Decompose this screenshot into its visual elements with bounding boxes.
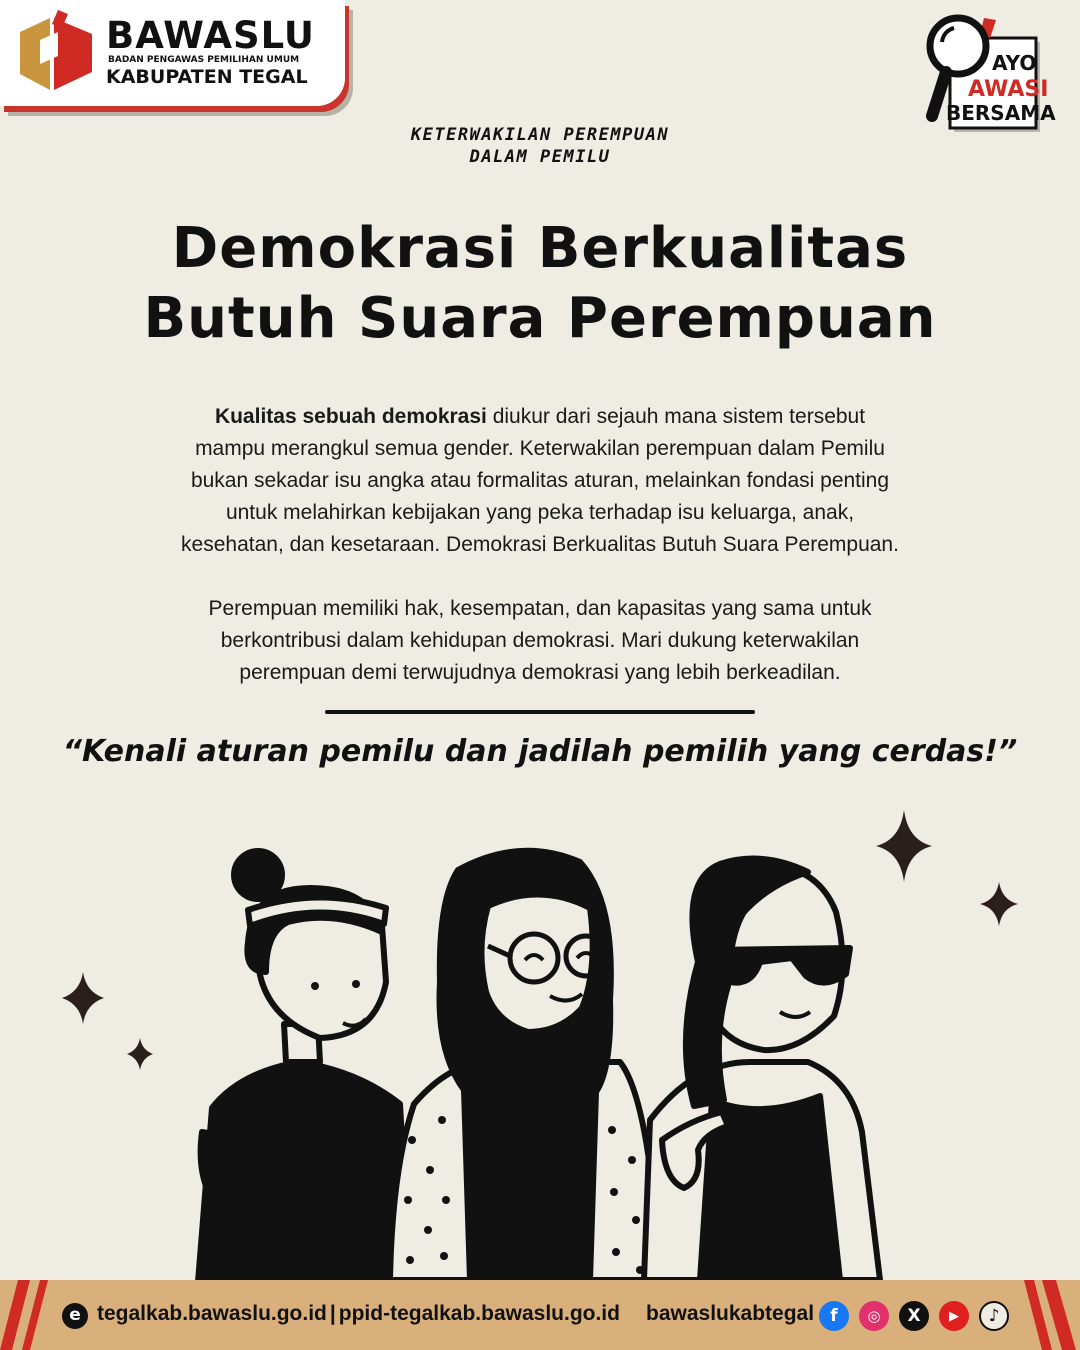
brand-name: BAWASLU <box>106 14 315 57</box>
instagram-icon[interactable]: ◎ <box>859 1301 889 1331</box>
woman-middle <box>390 851 660 1280</box>
kicker <box>0 124 1080 168</box>
brand-subtitle: BADAN PENGAWAS PEMILIHAN UMUM <box>108 55 300 65</box>
brand-region: KABUPATEN TEGAL <box>106 66 308 88</box>
three-women-illustration <box>0 800 1080 1280</box>
ppid-link[interactable]: ppid-tegalkab.bawaslu.go.id <box>338 1302 620 1325</box>
paragraph-text: untuk melahirkan kebijakan yang peka terhadap isu keluarga, anak, <box>225 501 855 524</box>
paragraph-text: kesehatan, dan kesetaraan. Demokrasi Berkualitas Butuh Suara Perempuan. <box>181 533 899 556</box>
sparkle-icon <box>980 882 1018 926</box>
stripe-right-icon <box>1020 1280 1080 1350</box>
badge-word-bersama: BERSAMA <box>946 101 1056 125</box>
x-icon[interactable]: X <box>899 1301 929 1331</box>
body-paragraph-2 <box>135 593 945 689</box>
paragraph-text: mampu merangkul semua gender. Keterwakilan perempuan dalam Pemilu <box>195 437 885 460</box>
paragraph-text: Perempuan memiliki hak, kesempatan, dan kapasitas yang sama untuk <box>208 597 872 620</box>
body-paragraph-1 <box>135 401 945 561</box>
magnifier-icon <box>924 12 1056 134</box>
link-separator: | <box>329 1302 336 1325</box>
tiktok-icon[interactable]: ♪ <box>979 1301 1009 1331</box>
paragraph-text: berkontribusi dalam kehidupan demokrasi. Mari dukung keterwakilan <box>220 629 860 652</box>
badge-word-ayo: AYO <box>992 51 1037 75</box>
quote: “Kenali aturan pemilu dan jadilah pemilih yang cerdas!” <box>62 734 1018 769</box>
woman-right <box>644 859 880 1280</box>
badge-word-awasi: AWASI <box>968 77 1049 102</box>
page-title <box>0 214 1080 354</box>
kicker-line-2: DALAM PEMILU <box>469 147 611 167</box>
title-line-2: Butuh Suara Perempuan <box>143 286 937 351</box>
bawaslu-logo <box>0 0 345 106</box>
web-icon: e <box>62 1303 88 1329</box>
paragraph-text: diukur dari sejauh mana sistem tersebut <box>486 405 866 428</box>
ballot-box-logo-icon <box>14 10 98 96</box>
sparkle-icon <box>127 1038 153 1070</box>
paragraph-text: perempuan demi terwujudnya demokrasi yang lebih berkeadilan. <box>239 661 841 684</box>
kicker-line-1: KETERWAKILAN PEREMPUAN <box>410 125 670 145</box>
youtube-icon[interactable]: ▶ <box>939 1301 969 1331</box>
stripe-left-icon <box>0 1280 60 1350</box>
facebook-icon[interactable]: f <box>819 1301 849 1331</box>
paragraph-lead: Kualitas sebuah demokrasi <box>214 405 487 428</box>
divider <box>325 710 755 714</box>
sparkle-icon <box>876 810 932 882</box>
social-handle: bawaslukabtegal <box>646 1302 815 1325</box>
woman-left <box>198 851 410 1282</box>
paragraph-text: bukan sekadar isu angka atau formalitas aturan, melainkan fondasi penting <box>190 469 890 492</box>
website-link[interactable]: tegalkab.bawaslu.go.id <box>97 1302 327 1325</box>
title-line-1: Demokrasi Berkualitas <box>171 216 909 281</box>
campaign-badge <box>924 12 1056 134</box>
sparkle-icon <box>62 972 104 1024</box>
footer-links <box>97 1302 620 1326</box>
